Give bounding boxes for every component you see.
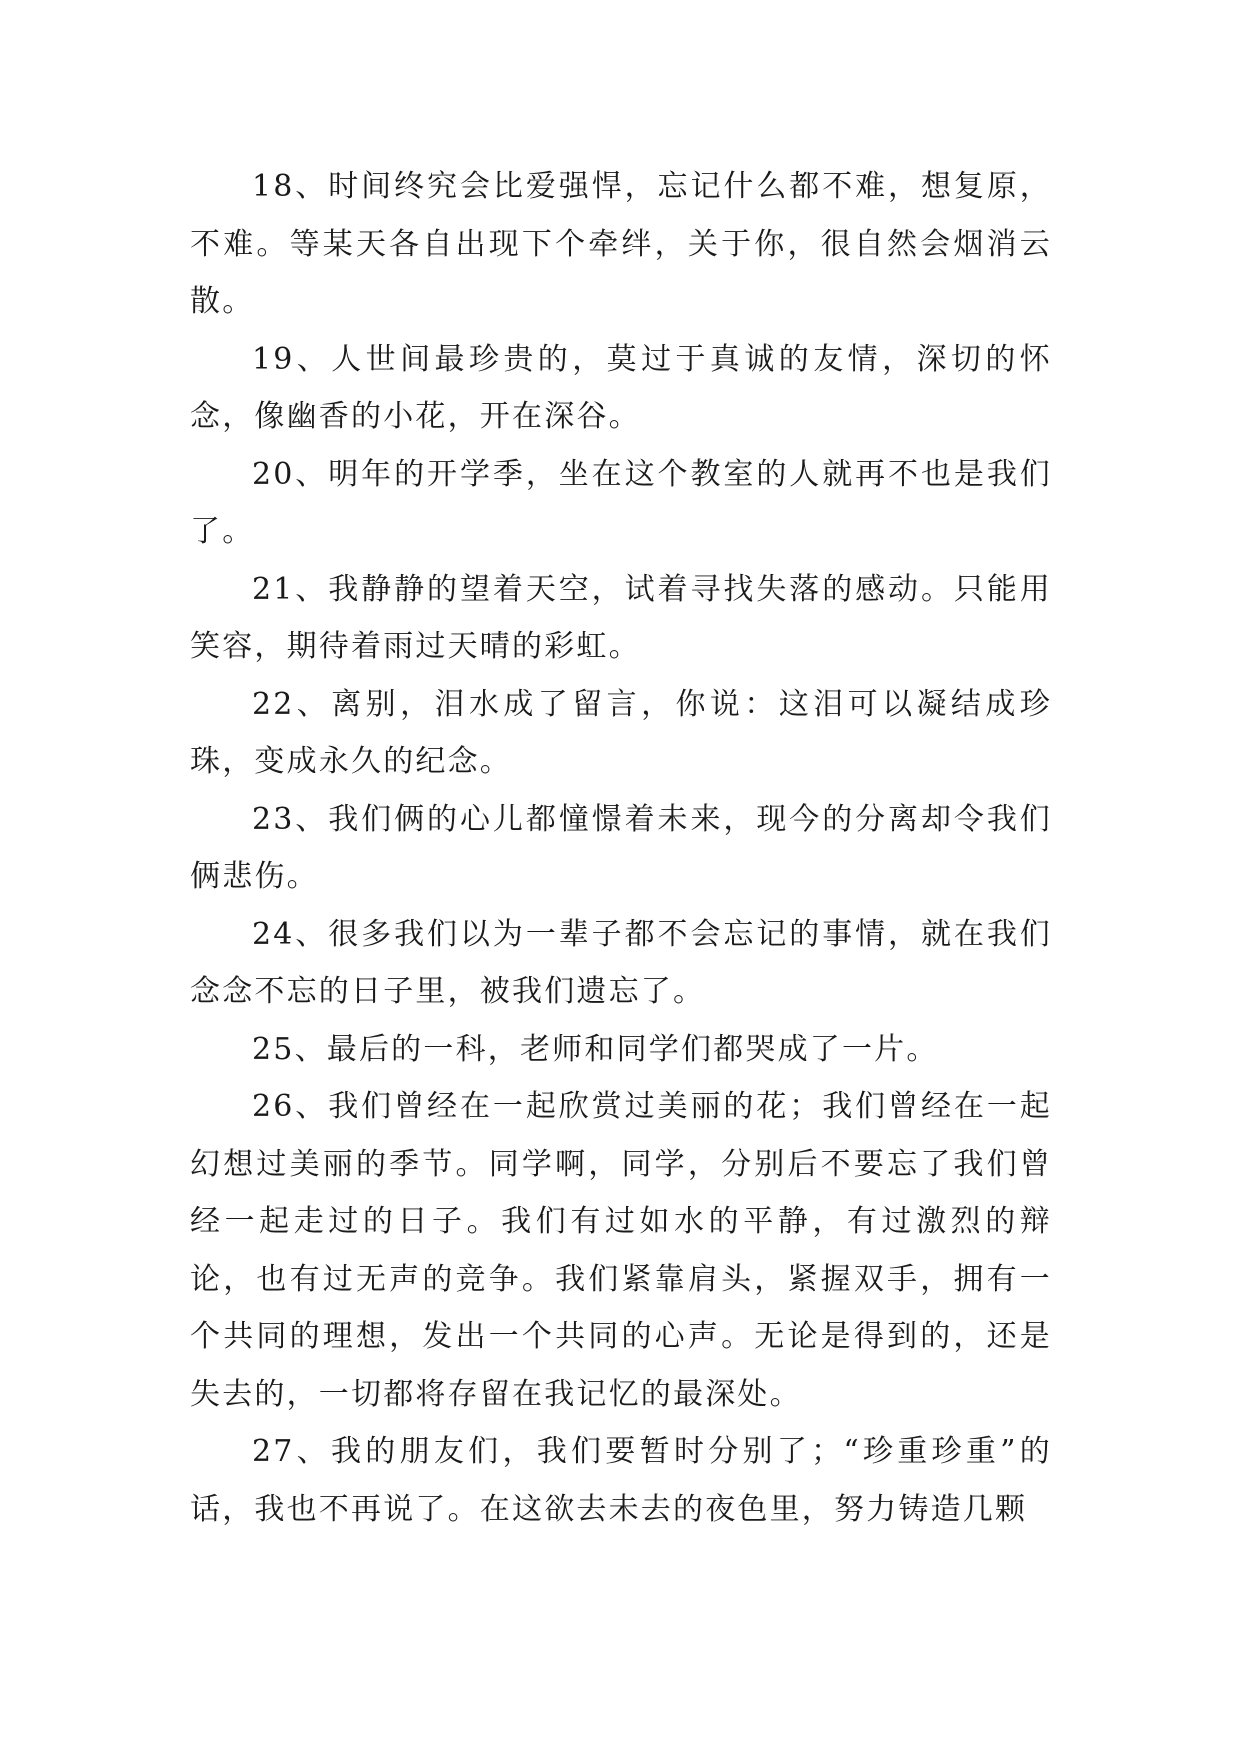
paragraph-19: 19、人世间最珍贵的，莫过于真诚的友情，深切的怀念，像幽香的小花，开在深谷。 bbox=[190, 341, 1052, 434]
paragraph-21: 21、我静静的望着天空，试着寻找失落的感动。只能用笑容，期待着雨过天晴的彩虹。 bbox=[190, 571, 1052, 664]
document-body bbox=[190, 158, 1052, 1538]
paragraph-22: 22、离别，泪水成了留言，你说：这泪可以凝结成珍珠，变成永久的纪念。 bbox=[190, 686, 1052, 779]
paragraph-23: 23、我们俩的心儿都憧憬着未来，现今的分离却令我们俩悲伤。 bbox=[190, 801, 1052, 894]
paragraph-20: 20、明年的开学季，坐在这个教室的人就再不也是我们了。 bbox=[190, 456, 1052, 549]
paragraph-18: 18、时间终究会比爱强悍，忘记什么都不难，想复原，不难。等某天各自出现下个牵绊，关于你，很自然会烟消云散。 bbox=[190, 169, 1052, 319]
paragraph-25: 25、最后的一科，老师和同学们都哭成了一片。 bbox=[252, 1031, 939, 1067]
paragraph-24: 24、很多我们以为一辈子都不会忘记的事情，就在我们念念不忘的日子里，被我们遗忘了。 bbox=[190, 916, 1052, 1009]
paragraph-27: 27、我的朋友们，我们要暂时分别了；“珍重珍重”的话，我也不再说了。在这欲去未去的夜色里，努力铸造几颗 bbox=[190, 1434, 1052, 1527]
paragraph-26: 26、我们曾经在一起欣赏过美丽的花；我们曾经在一起幻想过美丽的季节。同学啊，同学，分别后不要忘了我们曾经一起走过的日子。我们有过如水的平静，有过激烈的辩论，也有过无声的竞争。我们紧靠肩头，紧握双手，拥有一个共同的理想，发出一个共同的心声。无论是得到的，还是失去的，一切都将存留在我记忆的最深处。 bbox=[190, 1089, 1052, 1412]
